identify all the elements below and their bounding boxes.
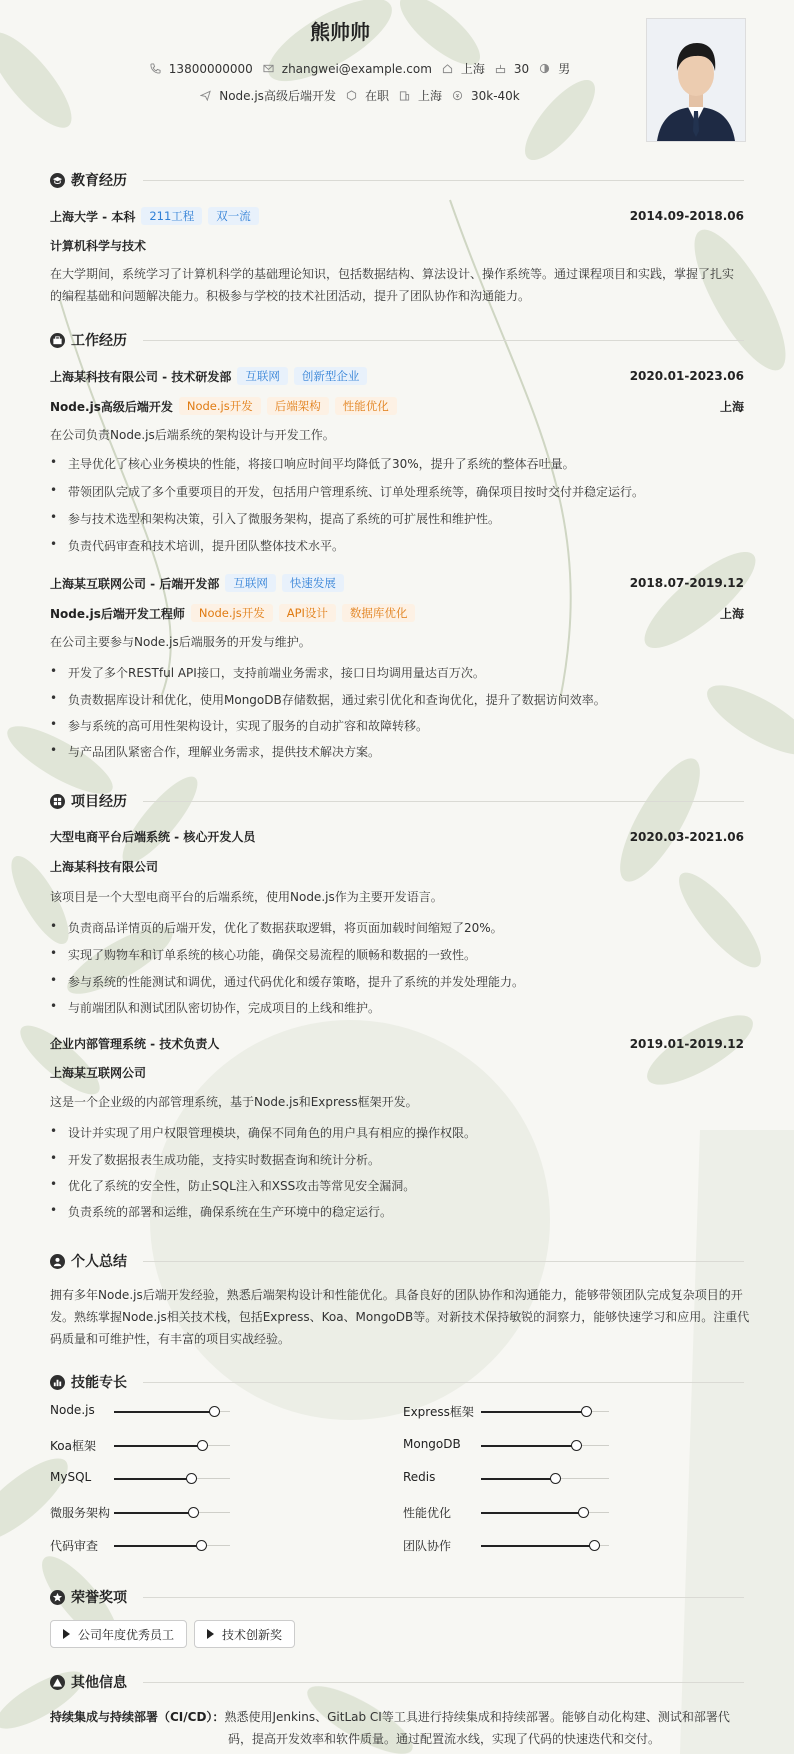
project-name: 大型电商平台后端系统 - 核心开发人员: [50, 830, 256, 844]
project-company: 上海某互联网公司: [50, 1066, 147, 1080]
list-item: • 负责商品详情页的后端开发，优化了数据获取逻辑，将页面加载时间缩短了20%。: [50, 919, 503, 935]
list-item: • 负责系统的部署和运维，确保系统在生产环境中的稳定运行。: [50, 1203, 393, 1219]
section-title: 个人总结: [71, 1254, 127, 1270]
education-desc-line: 在大学期间，系统学习了计算机科学的基础理论知识，包括数据结构、算法设计、操作系统等。通过课程项目和实践，掌握了扎实: [50, 267, 735, 281]
skill-level-knob: [197, 1440, 208, 1451]
skill-level-knob: [571, 1440, 582, 1451]
work-title-row: [50, 604, 744, 622]
contact-info-row: [100, 60, 620, 77]
project-header: [50, 1035, 744, 1052]
skill-name: Koa框架: [50, 1439, 96, 1453]
bullet-text: 参与系统的性能测试和调优，通过代码优化和缓存策略，提升了系统的并发处理能力。: [68, 975, 525, 989]
skill-name: Node.js: [50, 1403, 95, 1417]
skill-level-knob: [196, 1540, 207, 1551]
skill-level-bar: [481, 1445, 576, 1447]
other-line: 熟悉使用Jenkins、GitLab CI等工具进行持续集成和持续部署。能够自动化构建、测试和部署代: [224, 1710, 730, 1724]
skill-tag: 数据库优化: [342, 604, 416, 622]
hometown-text: 上海: [460, 62, 485, 76]
section-skills: [50, 1372, 744, 1392]
salary-item: [452, 89, 520, 103]
bullet-text: 设计并实现了用户权限管理模块，确保不同角色的用户具有相应的操作权限。: [68, 1126, 477, 1140]
mail-icon: [263, 63, 274, 74]
section-title: 荣誉奖项: [71, 1590, 127, 1606]
work-company-row: [50, 574, 744, 592]
profile-photo: [646, 18, 746, 142]
phone-item: [150, 62, 253, 76]
education-desc-line: 的编程基础和问题解决能力。积极参与学校的技术社团活动，提升了团队协作和沟通能力。: [50, 289, 531, 303]
gender-text: 男: [558, 62, 571, 76]
briefcase-icon: [50, 333, 65, 348]
work-title-row: [50, 397, 744, 415]
salary-text: 30k-40k: [470, 88, 520, 103]
award-chip[interactable]: [194, 1620, 295, 1648]
summary-text: [50, 1284, 750, 1350]
section-divider: [143, 180, 744, 181]
summary-line: 发。熟练掌握Node.js相关技术栈，包括Express、Koa、MongoDB等。对新技术保持敏锐的洞察力，能够快速学习和应用。注重代: [50, 1310, 750, 1324]
other-info: [50, 1706, 744, 1750]
company-tag: 互联网: [225, 574, 276, 592]
section-projects: [50, 791, 744, 811]
bullet-text: 主导优化了核心业务模块的性能，将接口响应时间平均降低了30%，提升了系统的整体吞吐量。: [68, 457, 575, 471]
gender-item: [539, 60, 570, 77]
school-tag: 双一流: [208, 207, 259, 225]
skill-name: MongoDB: [403, 1437, 461, 1451]
section-other: [50, 1672, 744, 1692]
project-header: [50, 828, 744, 845]
school-name: 上海大学 - 本科: [50, 209, 136, 224]
bullet-text: 与产品团队紧密合作，理解业务需求，提供技术解决方案。: [68, 745, 381, 759]
list-item: • 负责代码审查和技术培训，提升团队整体技术水平。: [50, 537, 345, 553]
phone-icon: [150, 63, 161, 74]
list-item: • 带领团队完成了多个重要项目的开发，包括用户管理系统、订单处理系统等，确保项目按时交付并稳定运行。: [50, 483, 645, 499]
education-period: 2014.09-2018.06: [629, 209, 744, 223]
education-header: [50, 207, 744, 225]
skill-level-knob: [589, 1540, 600, 1551]
phone-text: 13800000000: [168, 61, 253, 76]
skill-level-bar: [481, 1478, 555, 1480]
skill-level-bar: [481, 1512, 583, 1514]
bullet-text: 实现了购物车和订单系统的核心功能，确保交易流程的顺畅和数据的一致性。: [68, 948, 477, 962]
award-chip[interactable]: [50, 1620, 187, 1648]
play-icon: [63, 1629, 70, 1639]
list-item: • 参与系统的性能测试和调优，通过代码优化和缓存策略，提升了系统的并发处理能力。: [50, 973, 525, 989]
award-label: 技术创新奖: [222, 1627, 283, 1642]
award-icon: [50, 1590, 65, 1605]
major: 计算机科学与技术: [50, 239, 147, 253]
hometown-item: [442, 60, 485, 77]
skill-tag: Node.js开发: [191, 604, 273, 622]
skill-name: 代码审查: [50, 1539, 99, 1553]
section-title: 项目经历: [71, 794, 127, 810]
list-item: • 参与技术选型和架构决策，引入了微服务架构，提高了系统的可扩展性和维护性。: [50, 510, 501, 526]
project-period: 2019.01-2019.12: [629, 1036, 744, 1051]
section-divider: [143, 1682, 744, 1683]
bullet-text: 负责商品详情页的后端开发，优化了数据获取逻辑，将页面加载时间缩短了20%。: [68, 921, 503, 935]
education-description: [50, 263, 744, 307]
work-intro: 在公司主要参与Node.js后端服务的开发与维护。: [50, 635, 311, 649]
skill-tag: Node.js开发: [179, 397, 261, 415]
section-divider: [143, 1261, 744, 1262]
work-location: 上海: [719, 606, 744, 621]
bullet-text: 负责代码审查和技术培训，提升团队整体技术水平。: [68, 539, 345, 553]
project-intro: 该项目是一个大型电商平台的后端系统，使用Node.js作为主要开发语言。: [50, 890, 443, 904]
company-name: 上海某科技有限公司 - 技术研发部: [50, 369, 232, 384]
money-icon: [452, 90, 463, 101]
skill-level-bar: [114, 1411, 214, 1413]
skill-name: Express框架: [403, 1405, 474, 1419]
project-name: 企业内部管理系统 - 技术负责人: [50, 1037, 220, 1051]
section-divider: [143, 1597, 744, 1598]
skill-name: MySQL: [50, 1470, 92, 1484]
project-company: 上海某科技有限公司: [50, 860, 159, 874]
company-name: 上海某互联网公司 - 后端开发部: [50, 576, 220, 591]
job-target-text: Node.js高级后端开发: [219, 89, 336, 103]
list-item: • 实现了购物车和订单系统的核心功能，确保交易流程的顺畅和数据的一致性。: [50, 946, 477, 962]
award-label: 公司年度优秀员工: [78, 1627, 175, 1642]
school-tag: 211工程: [141, 207, 202, 225]
section-title: 工作经历: [71, 333, 127, 349]
building-icon: [399, 90, 410, 101]
grid-icon: [50, 794, 65, 809]
list-item: • 与前端团队和测试团队密切协作，完成项目的上线和维护。: [50, 999, 381, 1015]
bullet-text: 负责系统的部署和运维，确保系统在生产环境中的稳定运行。: [68, 1205, 393, 1219]
graduation-cap-icon: [50, 173, 65, 188]
send-icon: [200, 90, 211, 101]
project-intro: 这是一个企业级的内部管理系统，基于Node.js和Express框架开发。: [50, 1095, 418, 1109]
project-period: 2020.03-2021.06: [629, 829, 744, 844]
list-item: • 与产品团队紧密合作，理解业务需求，提供技术解决方案。: [50, 743, 381, 759]
skill-name: 团队协作: [403, 1539, 452, 1553]
other-line: 码，提高开发效率和软件质量。通过配置流水线，实现了代码的快速迭代和交付。: [228, 1732, 661, 1746]
summary-line: 拥有多年Node.js后端开发经验，熟悉后端架构设计和性能优化。具备良好的团队协作和沟通能力，能够带领团队完成复杂项目的开: [50, 1288, 743, 1302]
skill-name: Redis: [403, 1470, 436, 1484]
section-title: 其他信息: [71, 1675, 127, 1691]
bullet-text: 开发了数据报表生成功能，支持实时数据查询和统计分析。: [68, 1153, 381, 1167]
skill-level-bar: [114, 1478, 191, 1480]
work-period: 2018.07-2019.12: [629, 576, 744, 590]
skill-level-knob: [186, 1473, 197, 1484]
section-divider: [143, 801, 744, 802]
triangle-icon: [50, 1675, 65, 1690]
city-text: 上海: [417, 89, 442, 103]
candidate-name: 熊帅帅: [310, 20, 370, 44]
company-tag: 快速发展: [282, 574, 344, 592]
list-item: • 参与系统的高可用性架构设计，实现了服务的自动扩容和故障转移。: [50, 717, 429, 733]
age-item: [495, 62, 529, 76]
skill-level-bar: [114, 1512, 193, 1514]
job-title: Node.js高级后端开发: [50, 399, 173, 414]
list-item: • 开发了多个RESTful API接口，支持前端业务需求，接口日均调用量达百万次。: [50, 664, 485, 680]
section-divider: [143, 1382, 744, 1383]
work-location: 上海: [719, 399, 744, 414]
city-item: [399, 87, 442, 104]
age-text: 30: [513, 61, 530, 76]
skill-tag: API设计: [279, 604, 336, 622]
skill-level-knob: [578, 1507, 589, 1518]
section-education: [50, 170, 744, 190]
other-label: 持续集成与持续部署（CI/CD）：: [50, 1710, 225, 1724]
user-icon: [50, 1254, 65, 1269]
bullet-text: 参与技术选型和架构决策，引入了微服务架构，提高了系统的可扩展性和维护性。: [68, 512, 501, 526]
section-work: [50, 330, 744, 350]
home-icon: [442, 63, 453, 74]
work-period: 2020.01-2023.06: [629, 369, 744, 383]
skill-level-bar: [481, 1411, 586, 1413]
bullet-text: 与前端团队和测试团队密切协作，完成项目的上线和维护。: [68, 1001, 381, 1015]
email-text: zhangwei@example.com: [281, 61, 432, 76]
email-item: [263, 62, 432, 76]
skill-level-bar: [114, 1545, 201, 1547]
section-title: 教育经历: [71, 173, 127, 189]
section-summary: [50, 1251, 744, 1271]
skill-level-bar: [481, 1545, 594, 1547]
bullet-text: 带领团队完成了多个重要项目的开发，包括用户管理系统、订单处理系统等，确保项目按时交付并稳定运行。: [68, 485, 645, 499]
hexagon-icon: [346, 90, 357, 101]
skill-level-knob: [188, 1507, 199, 1518]
list-item: • 设计并实现了用户权限管理模块，确保不同角色的用户具有相应的操作权限。: [50, 1124, 477, 1140]
skill-level-knob: [581, 1406, 592, 1417]
play-icon: [207, 1629, 214, 1639]
section-title: 技能专长: [71, 1375, 127, 1391]
company-tag: 创新型企业: [294, 367, 368, 385]
section-divider: [143, 340, 744, 341]
work-intro: 在公司负责Node.js后端系统的架构设计与开发工作。: [50, 428, 335, 442]
skill-level-bar: [114, 1445, 202, 1447]
skill-name: 性能优化: [403, 1506, 452, 1520]
summary-line: 码质量和可维护性，有丰富的项目实战经验。: [50, 1332, 291, 1346]
list-item: • 开发了数据报表生成功能，支持实时数据查询和统计分析。: [50, 1151, 381, 1167]
skill-tag: 性能优化: [335, 397, 397, 415]
bullet-text: 优化了系统的安全性，防止SQL注入和XSS攻击等常见安全漏洞。: [68, 1179, 416, 1193]
list-item: • 负责数据库设计和优化，使用MongoDB存储数据，通过索引优化和查询优化，提升了数据访问效率。: [50, 691, 606, 707]
list-item: • 优化了系统的安全性，防止SQL注入和XSS攻击等常见安全漏洞。: [50, 1177, 416, 1193]
skill-tag: 后端架构: [267, 397, 329, 415]
work-company-row: [50, 367, 744, 385]
bar-chart-icon: [50, 1375, 65, 1390]
skill-level-knob: [550, 1473, 561, 1484]
job-target-item: [200, 87, 336, 104]
status-item: [346, 87, 389, 104]
gender-icon: [539, 63, 550, 74]
company-tag: 互联网: [237, 367, 288, 385]
list-item: • 主导优化了核心业务模块的性能，将接口响应时间平均降低了30%，提升了系统的整体吞吐量。: [50, 455, 575, 471]
job-title: Node.js后端开发工程师: [50, 606, 185, 621]
cake-icon: [495, 63, 506, 74]
job-info-row: [100, 87, 620, 104]
bullet-text: 开发了多个RESTful API接口，支持前端业务需求，接口日均调用量达百万次。: [68, 666, 485, 680]
section-awards: [50, 1587, 744, 1607]
bullet-text: 负责数据库设计和优化，使用MongoDB存储数据，通过索引优化和查询优化，提升了数据访问效率。: [68, 693, 606, 707]
skill-name: 微服务架构: [50, 1506, 111, 1520]
bullet-text: 参与系统的高可用性架构设计，实现了服务的自动扩容和故障转移。: [68, 719, 429, 733]
status-text: 在职: [364, 89, 389, 103]
skill-level-knob: [209, 1406, 220, 1417]
